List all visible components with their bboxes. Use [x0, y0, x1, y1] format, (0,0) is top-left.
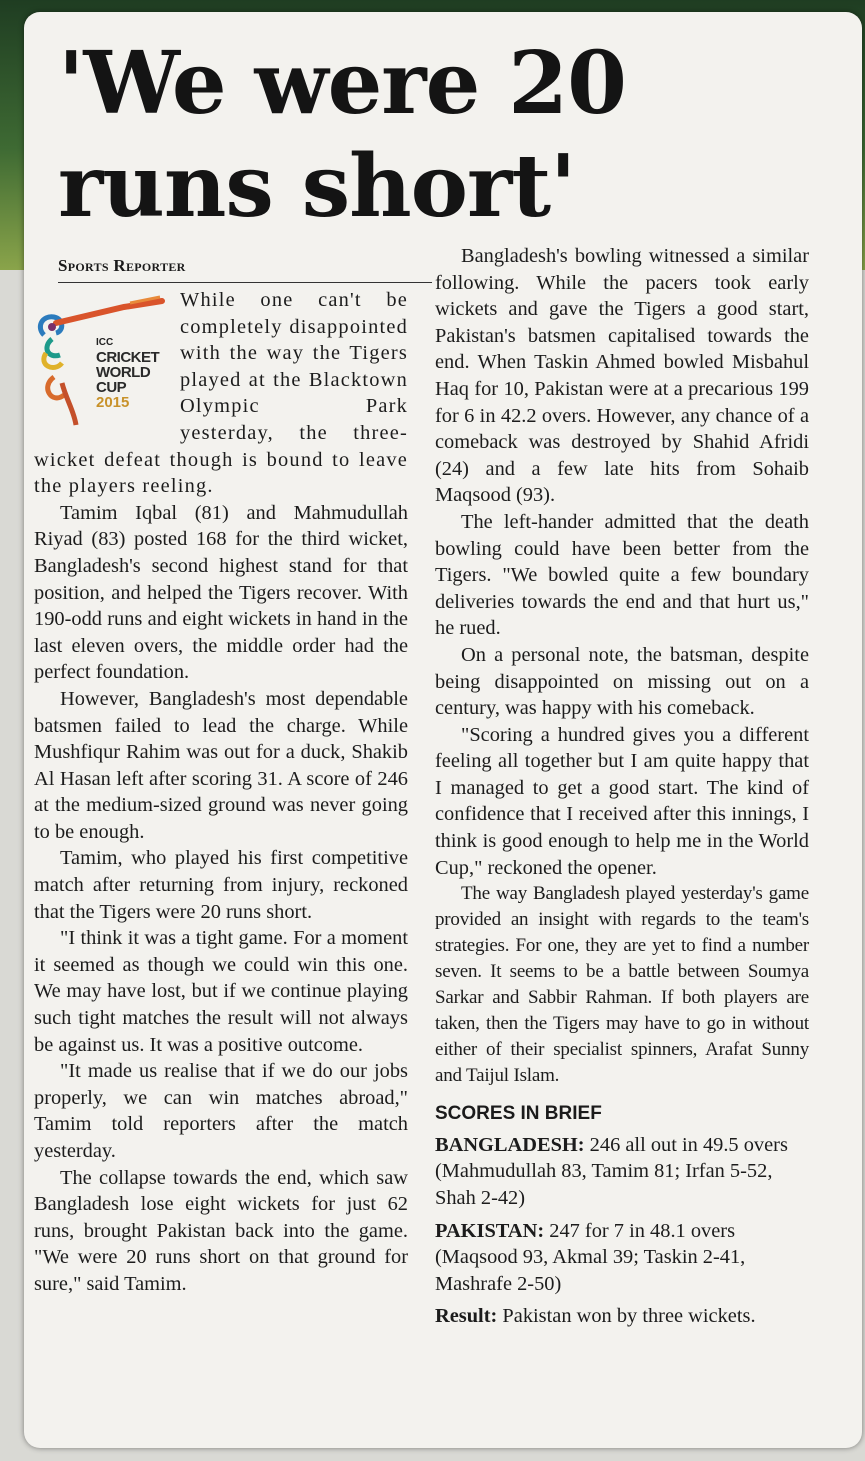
paragraph: "Scoring a hundred gives you a different feeling all together but I am quite happy that I managed to get a good start. The kind of confidence that I received after this innings, I think is good enough to help me in the World Cup," reckoned the opener.: [435, 723, 809, 879]
paragraph: However, Bangladesh's most dependable batsmen failed to lead the charge. While Mushfiqur Rahim was out for a duck, Shakib Al Hasan left after scoring 31. A score of 246 at the medium-sized ground was never going to be enough.: [34, 687, 408, 843]
left-column: [34, 287, 408, 1298]
score-detail: 246 all out in 49.5 overs (Mahmudullah 83, Tamim 81; Irfan 5-52, Shah 2-42): [435, 1133, 788, 1210]
paragraph: "I think it was a tight game. For a moment it seemed as though we could win this one. We may have lost, but if we continue playing such tight matches the result will not always be against us. It was a positive outcome.: [34, 927, 408, 1056]
logo-icc: ICC: [96, 337, 114, 348]
paragraph: Tamim, who played his first competitive match after returning from injury, reckoned that the Tigers were 20 runs short.: [34, 847, 408, 923]
paragraph: While one can't be completely disappointed with the way the Tigers played at the Blacktown Olympic Park yesterday, the three-wicket defeat though is bound to leave the players reeling.: [34, 289, 408, 498]
logo-line-1: CRICKET: [96, 349, 160, 366]
score-team-label: PAKISTAN:: [435, 1219, 545, 1242]
byline: Sports Reporter: [58, 256, 432, 283]
paragraph: The left-hander admitted that the death bowling could have been better from the Tigers. "We bowled quite a few boundary deliveries towards the end and that hurt us," he rued.: [435, 510, 809, 640]
headline: 'We were 20 runs short': [58, 33, 626, 237]
logo-wordmark: [96, 335, 159, 410]
paragraph: The way Bangladesh played yesterday's game provided an insight with regards to the team's strategies. For one, they are yet to find a number seven. It seems to be a battle between Soumya Sarkar and Sabbir Rahman. If both players are taken, then the Tigers may have to go in without either of their specialist spinners, Arafat Sunny and Taijul Islam.: [435, 883, 809, 1087]
score-team-label: BANGLADESH:: [435, 1133, 585, 1156]
world-cup-logo: [34, 287, 170, 427]
paragraph: "It made us realise that if we do our jobs properly, we can win matches abroad," Tamim told reporters after the match yesterday.: [34, 1060, 408, 1162]
score-result: [435, 1303, 809, 1330]
result-detail: Pakistan won by three wickets.: [502, 1305, 756, 1328]
score-pakistan: [435, 1218, 809, 1298]
paragraph: Bangladesh's bowling witnessed a similar following. While the pacers took early wickets and gave the Tigers a good start, Pakistan's batsmen capitalised towards the end. When Taskin Ahmed bowled Misbahul Haq for 10, Pakistan were at a precarious 199 for 6 in 42.2 overs. However, any chance of a comeback was destroyed by Shahid Afridi (24) and a few late hits from Sohaib Maqsood (93).: [435, 245, 809, 507]
logo-year: 2015: [96, 394, 130, 411]
score-detail: 247 for 7 in 48.1 overs (Maqsood 93, Akmal 39; Taskin 2-41, Mashrafe 2-50): [435, 1219, 746, 1295]
score-bangladesh: [435, 1132, 809, 1212]
paragraph: The collapse towards the end, which saw Bangladesh lose eight wickets for just 62 runs, brought Pakistan back into the game. "We were 20 runs short on that ground for sure," said Tamim.: [34, 1166, 408, 1295]
paragraph: On a personal note, the batsman, despite being disappointed on missing out on a century, was happy with his comeback.: [435, 643, 809, 720]
result-label: Result:: [435, 1305, 498, 1328]
logo-line-3: CUP: [96, 379, 127, 396]
logo-line-2: WORLD: [96, 364, 151, 381]
right-column: [435, 243, 809, 1336]
scores-heading: SCORES IN BRIEF: [435, 1103, 602, 1125]
paragraph: Tamim Iqbal (81) and Mahmudullah Riyad (83) posted 168 for the third wicket, Bangladesh's second highest stand for that position, and helped the Tigers recover. With 190-odd runs and eight wickets in hand in the last eleven overs, the middle order had the perfect foundation.: [34, 501, 408, 684]
